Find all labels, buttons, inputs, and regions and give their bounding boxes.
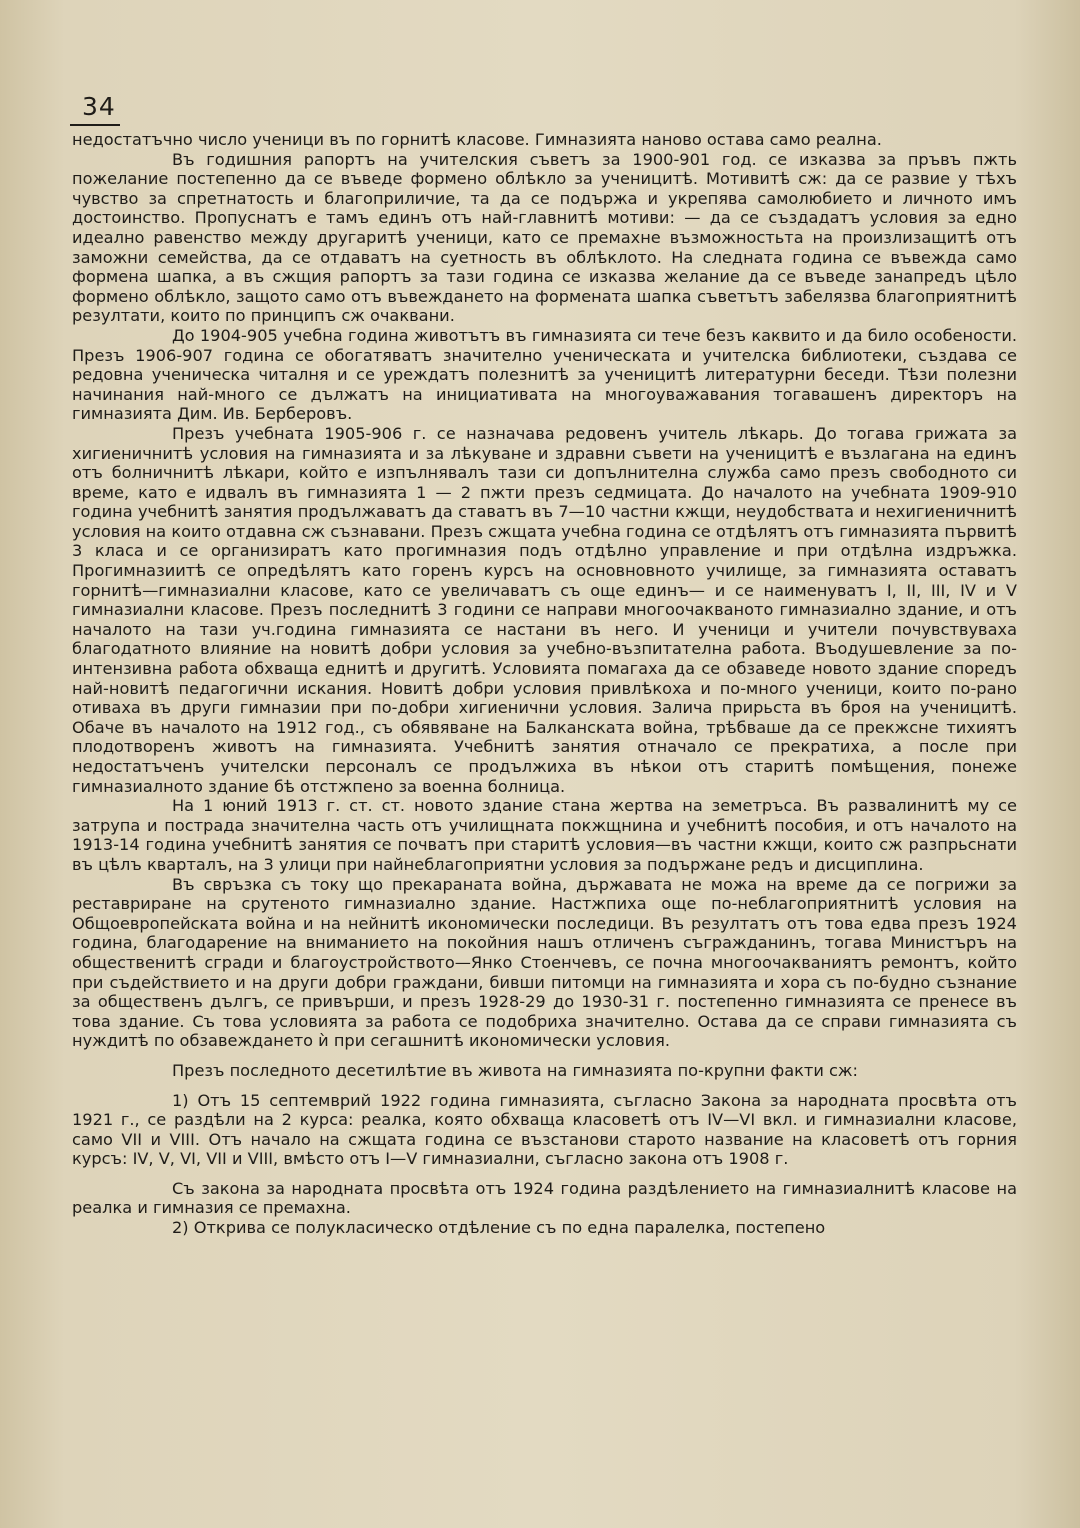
text-body [72, 130, 1017, 1238]
paragraph-earthquake: На 1 юний 1913 г. ст. ст. новото здание стана жертва на земетръса. Въ развалинитѣ му се затрупа и пострада значителна часть отъ училищната покжщнина и учебнитѣ пособия, и отъ началото на 1913-14 година учебнитѣ занятия се почватъ при старитѣ условия—въ частни кжщи, които сж разпрьснати въ цѣлъ кварталъ, на 3 улици при найнеблагоприятни условия за подържане редъ и дисциплина. [72, 796, 1017, 874]
paragraph-restoration: Въ свръзка съ току що прекараната война, държавата не можа на време да се погрижи за реставриране на срутеното гимназиално здание. Настжпиха още по-неблагоприятнитѣ условия на Общоевропейската война и на нейнитѣ икономически последици. Въ резултатъ отъ това едва презъ 1924 година, благодарение на вниманието на покойния нашъ отличенъ съгражданинъ, тогава Министъръ на общественитѣ сгради и благоустройството—Янко Стоенчевъ, се почна многоочакваниятъ ремонтъ, който при съдействието и на други добри граждани, бивши питомци на гимназията и хора съ по-будно съзнание за общественъ дългъ, се привърши, и презъ 1928-29 до 1930-31 г. постепенно гимназията се пренесе въ това здание. Съ това условията за работа се подобриха значително. Остава да се справи гимназията съ нуждитѣ по обзавеждането ѝ при сегашнитѣ икономически условия. [72, 874, 1017, 1051]
paragraph-law-1924: Съ закона за народната просвѣта отъ 1924 година раздѣлението на гимназиалнитѣ класове на реалка и гимназия се премахна. [72, 1178, 1017, 1218]
list-item-2: 2) Открива се полукласическо отдѣление съ по една паралелка, постепено [172, 1218, 826, 1238]
list-item-1: 1) Отъ 15 септемврий 1922 година гимназията, съгласно Закона за народната просвѣта отъ 1921 г., се раздѣли на 2 курса: реалка, която обхваща класоветѣ отъ IV—VI вкл. и гимназиални класове, само VII и VIII. Отъ начало на сжщата година се възстанови старото название на класоветѣ отъ горния курсъ: IV, V, VI, VII и VIII, вмѣсто отъ I—V гимназиални, съгласно закона отъ 1908 г. [72, 1090, 1017, 1169]
paragraph-doctor-building: Презъ учебната 1905-906 г. се назначава редовенъ учитель лѣкарь. До тогава грижата за хигиеничнитѣ условия на гимназията и за лѣкуване и здравни съвети на ученицитѣ е възлагана на единъ отъ болничнитѣ лѣкари, който е изпълнявалъ тази си допълнителна служба само презъ свободното си време, като е идвалъ въ гимназията 1 — 2 пжти презъ седмицата. До началото на учебната 1909-910 година учебнитѣ занятия продължаватъ да ставатъ въ 7—10 частни кжщи, неудобствата и нехигиеничнитѣ условия на които отдавна сж съзнавани. Презъ сжщата учебна година се отдѣлятъ отъ гимназията първитѣ 3 класа и се организиратъ като прогимназия подъ отдѣлно управление и при отдѣлна издръжка. Прогимназиитѣ се опредѣлятъ като горенъ курсъ на основновното училище, за гимназията оставатъ горнитѣ—гимназиални класове, като се увеличаватъ съ още единъ— и се наименуватъ I, II, III, IV и V гимназиални класове. Презъ последнитѣ 3 години се направи многоочакваното гимназиално здание, и отъ началото на тази уч.година гимназията се настани въ него. И ученици и учители почувствуваха благодатното влияние на новитѣ добри условия за учебно-възпитателна работа. Въодушевление за по-интензивна работа обхваща еднитѣ и другитѣ. Условията помагаха да се обзаведе новото здание споредъ най-новитѣ педагогични искания. Новитѣ добри условия привлѣкоха и по-много ученици, които по-рано отиваха въ други гимназии при по-добри хигиенични условия. Залича прирьста въ броя на ученицитѣ. Обаче въ началото на 1912 год., съ обявяване на Балканската война, трѣбваше да се прекжсне тихиятъ плодотворенъ животъ на гимназията. Учебнитѣ занятия отначало се прекратиха, а после при недостатъченъ учителски персоналъ се продължиха въ нѣкои отъ старитѣ помѣщения, понеже гимназиалното здание бѣ отстжпено за военна болница. [72, 423, 1017, 796]
paragraph-continuation: недостатъчно число ученици въ по горнитѣ класове. Гимназията наново остава само реална. [72, 130, 882, 149]
page-number-underline [70, 124, 120, 126]
paragraph-uniform: Въ годишния рапортъ на учителския съветъ за 1900-901 год. се изказва за пръвъ пжть пожелание постепенно да се въведе формено облѣкло за ученицитѣ. Мотивитѣ сж: да се развие у тѣхъ чувство за спретнатость и благоприличие, та да се подържа и укрепява самолюбието и личното имъ достоинство. Пропуснатъ е тамъ единъ отъ най-главнитѣ мотиви: — да се създадатъ условия за едно идеално равенство между другаритѣ ученици, като се премахне възможностьта на произлизащитѣ отъ заможни семейства, да се отдаватъ на суетность въ облѣклото. На следната година се въвежда само формена шапка, а въ сжщия рапортъ за тази година се изказва желание да се въведе занапредъ цѣло формено облѣкло, защото само отъ въвеждането на формената шапка съветътъ забелязва благоприятнитѣ резултати, които по принципъ сж очаквани. [72, 149, 1017, 326]
page-number: 34 [82, 92, 116, 121]
paragraph-decade-facts: Презъ последното десетилѣтие въ живота на гимназията по-крупни факти сж: [172, 1060, 858, 1080]
paragraph-library: До 1904-905 учебна година животътъ въ гимназията си тече безъ каквито и да било особености. Презъ 1906-907 година се обогатяватъ значително ученическата и учителска библиотеки, създава се редовна ученическа читалня и се уреждатъ полезнитѣ за ученицитѣ литературни беседи. Тѣзи полезни начинания най-много се дължатъ на инициативата на многоуважавания тогавашенъ директоръ на гимназията Дим. Ив. Берберовъ. [72, 325, 1017, 424]
